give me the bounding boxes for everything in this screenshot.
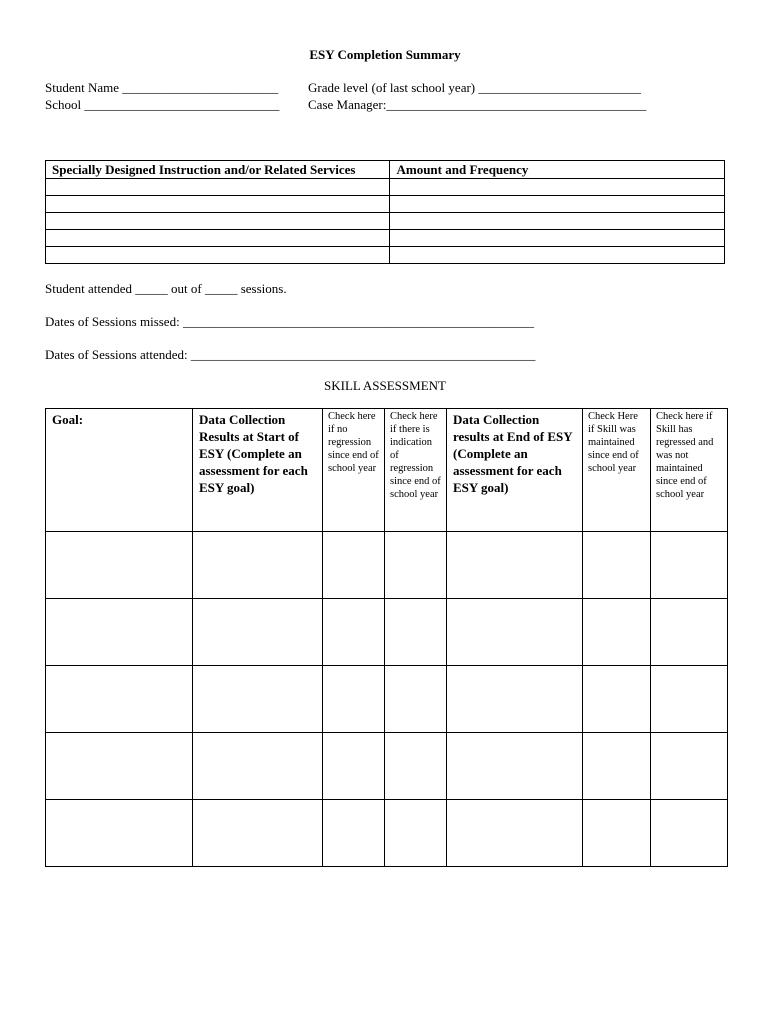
end-data-cell[interactable]	[447, 800, 583, 867]
regressed-header: Check here if Skill has regressed and was not maintained since end of school year	[651, 409, 728, 532]
skill-assessment-table	[45, 408, 728, 867]
sessions-missed-line[interactable]: Dates of Sessions missed: ______________________________________________________	[45, 314, 534, 329]
goal-cell[interactable]	[46, 733, 193, 800]
sessions-attended-line[interactable]: Student attended _____ out of _____ sessions.	[45, 281, 287, 296]
regression-check[interactable]	[385, 733, 447, 800]
services-header-instruction: Specially Designed Instruction and/or Related Services	[46, 161, 390, 179]
service-cell[interactable]	[46, 196, 390, 213]
regressed-check[interactable]	[651, 733, 728, 800]
table-row	[46, 733, 728, 800]
amount-cell[interactable]	[390, 230, 725, 247]
no-regression-check[interactable]	[323, 532, 385, 599]
skill-assessment-title: SKILL ASSESSMENT	[324, 378, 446, 393]
end-data-cell[interactable]	[447, 733, 583, 800]
page-title: ESY Completion Summary	[309, 47, 461, 62]
start-data-cell[interactable]	[193, 733, 323, 800]
service-cell[interactable]	[46, 230, 390, 247]
start-data-cell[interactable]	[193, 532, 323, 599]
regression-header: Check here if there is indication of regression since end of school year	[385, 409, 447, 532]
services-header-amount: Amount and Frequency	[390, 161, 725, 179]
school-field[interactable]: School ______________________________	[45, 97, 280, 112]
no-regression-header: Check here if no regression since end of school year	[323, 409, 385, 532]
service-cell[interactable]	[46, 179, 390, 196]
amount-cell[interactable]	[390, 213, 725, 230]
maintained-header: Check Here if Skill was maintained since end of school year	[583, 409, 651, 532]
grade-level-field[interactable]: Grade level (of last school year) _________________________	[308, 80, 641, 95]
no-regression-check[interactable]	[323, 733, 385, 800]
maintained-check[interactable]	[583, 666, 651, 733]
goal-cell[interactable]	[46, 666, 193, 733]
table-row	[46, 196, 725, 213]
amount-cell[interactable]	[390, 196, 725, 213]
goal-header: Goal:	[46, 409, 193, 532]
maintained-check[interactable]	[583, 532, 651, 599]
start-data-cell[interactable]	[193, 599, 323, 666]
amount-cell[interactable]	[390, 179, 725, 196]
maintained-check[interactable]	[583, 733, 651, 800]
regressed-check[interactable]	[651, 599, 728, 666]
amount-cell[interactable]	[390, 247, 725, 264]
start-data-cell[interactable]	[193, 666, 323, 733]
table-row	[46, 230, 725, 247]
regression-check[interactable]	[385, 599, 447, 666]
maintained-check[interactable]	[583, 800, 651, 867]
service-cell[interactable]	[46, 213, 390, 230]
services-table	[45, 160, 725, 264]
student-name-field[interactable]: Student Name ________________________	[45, 80, 279, 95]
service-cell[interactable]	[46, 247, 390, 264]
end-data-header: Data Collection results at End of ESY (Complete an assessment for each ESY goal)	[447, 409, 583, 532]
table-row	[46, 532, 728, 599]
end-data-cell[interactable]	[447, 666, 583, 733]
goal-cell[interactable]	[46, 532, 193, 599]
sessions-attended-dates-line[interactable]: Dates of Sessions attended: _____________________________________________________	[45, 347, 536, 362]
table-row	[46, 666, 728, 733]
table-row	[46, 800, 728, 867]
no-regression-check[interactable]	[323, 599, 385, 666]
table-row	[46, 247, 725, 264]
regressed-check[interactable]	[651, 532, 728, 599]
start-data-header: Data Collection Results at Start of ESY (Complete an assessment for each ESY goal)	[193, 409, 323, 532]
maintained-check[interactable]	[583, 599, 651, 666]
end-data-cell[interactable]	[447, 599, 583, 666]
no-regression-check[interactable]	[323, 666, 385, 733]
regression-check[interactable]	[385, 800, 447, 867]
case-manager-field[interactable]: Case Manager:________________________________________	[308, 97, 647, 112]
goal-cell[interactable]	[46, 800, 193, 867]
no-regression-check[interactable]	[323, 800, 385, 867]
start-data-cell[interactable]	[193, 800, 323, 867]
regression-check[interactable]	[385, 666, 447, 733]
regressed-check[interactable]	[651, 666, 728, 733]
regression-check[interactable]	[385, 532, 447, 599]
table-row	[46, 179, 725, 196]
table-row	[46, 213, 725, 230]
end-data-cell[interactable]	[447, 532, 583, 599]
goal-cell[interactable]	[46, 599, 193, 666]
table-row	[46, 599, 728, 666]
regressed-check[interactable]	[651, 800, 728, 867]
